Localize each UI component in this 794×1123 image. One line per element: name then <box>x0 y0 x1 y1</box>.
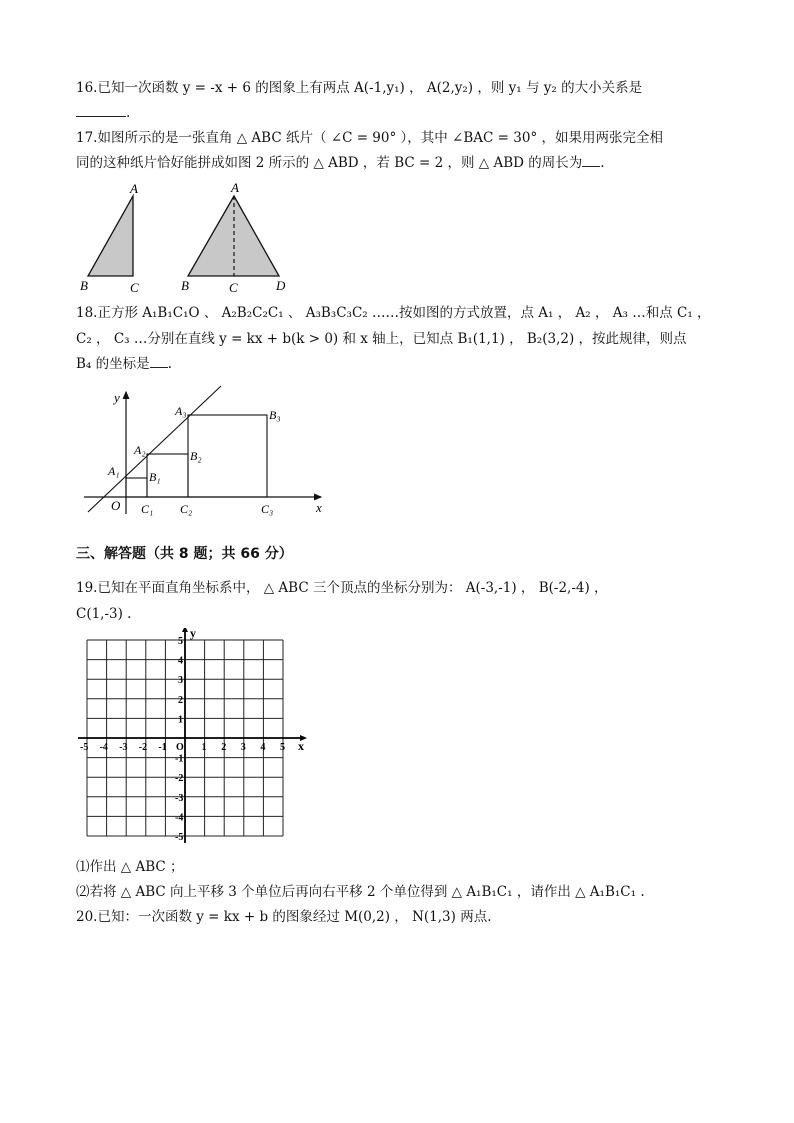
triangle-abc <box>88 196 133 276</box>
x-tick-label: 1 <box>201 742 207 753</box>
y-tick-label: 2 <box>178 694 183 706</box>
q18-line1: 18.正方形 A₁B₁C₁O 、 A₂B₂C₂C₁ 、 A₃B₃C₃C₂ ……按如图的方式放置，点 A₁ ， A₂ ， A₃ …和点 C₁ ， <box>76 305 711 321</box>
x-tick-label: 5 <box>280 742 285 753</box>
q16-period: . <box>126 105 131 121</box>
label-b3: B₃ <box>269 408 281 422</box>
q18-answer-blank[interactable] <box>150 355 168 368</box>
fig2-label-a: A <box>231 180 239 195</box>
grid-x-label: x <box>298 739 304 753</box>
x-tick-label: -5 <box>80 742 89 753</box>
q17-period: . <box>600 155 605 171</box>
section-3-title: 三、解答题（共 8 题；共 66 分） <box>76 546 293 562</box>
y-tick-label: -4 <box>175 812 184 824</box>
fig2-label-b: B <box>181 278 189 293</box>
label-x: x <box>316 500 322 515</box>
q17-line2-text: 同的这种纸片恰好能拼成如图 2 所示的 △ ABD ，若 BC = 2 ，则 △ ABD 的周长为 <box>76 155 583 171</box>
x-tick-label: -2 <box>138 742 148 753</box>
y-tick-label: 3 <box>178 675 183 687</box>
y-tick-label: 4 <box>178 655 183 667</box>
grid-origin-label: O <box>176 742 184 753</box>
q19-line1: 19.已知在平面直角坐标系中， △ ABC 三个顶点的坐标分别为： A(-3,-1) ， B(-2,-4) ， <box>76 580 608 596</box>
q19-coordinate-grid <box>78 628 313 850</box>
y-axis-arrow <box>182 628 188 632</box>
y-tick-label: 1 <box>178 714 183 726</box>
x-tick-label: -1 <box>158 742 167 753</box>
q18-line3 <box>76 354 172 374</box>
label-a1: A₁ <box>108 464 120 478</box>
x-tick-label: 4 <box>260 742 266 753</box>
fig2-label-c: C <box>229 280 238 295</box>
q17-figure-1 <box>70 180 160 295</box>
fig1-label-c: C <box>130 280 139 295</box>
q16-line2 <box>76 103 130 123</box>
q18-line2: C₂ ， C₃ …分别在直线 y = kx + b(k > 0) 和 x 轴上，已知点 B₁(1,1) ， B₂(3,2) ，按此规律，则点 <box>76 331 687 347</box>
q17-line2 <box>76 153 605 173</box>
label-c2: C₂ <box>180 502 193 516</box>
label-b1: B₁ <box>149 470 161 484</box>
fig2-label-d: D <box>276 278 286 293</box>
q17-answer-blank[interactable] <box>582 154 600 167</box>
y-tick-label: -5 <box>175 832 184 843</box>
q18-line3-text: B₄ 的坐标是 <box>76 356 150 372</box>
label-y: y <box>114 390 120 405</box>
q16-answer-blank[interactable] <box>76 104 126 117</box>
x-tick-label: -3 <box>119 742 128 753</box>
q18-figure <box>76 382 336 520</box>
y-tick-label: -2 <box>175 773 184 785</box>
label-c3: C₃ <box>261 502 274 516</box>
q17-figure-2 <box>178 180 298 295</box>
q19-line2: C(1,-3) . <box>76 606 132 622</box>
q18-period: . <box>167 356 172 372</box>
q19-part2: ⑵若将 △ ABC 向上平移 3 个单位后再向右平移 2 个单位得到 △ A₁B₁C₁ ，请作出 △ A₁B₁C₁ . <box>76 884 645 900</box>
x-tick-label: 2 <box>221 742 227 753</box>
q16-line1: 16.已知一次函数 y = -x + 6 的图象上有两点 A(-1,y₁) ， A(2,y₂) ，则 y₁ 与 y₂ 的大小关系是 <box>76 80 643 96</box>
label-c1: C₁ <box>141 502 154 516</box>
square-1 <box>126 478 147 497</box>
label-a2: A₂ <box>134 443 146 457</box>
fig1-label-a: A <box>130 181 138 196</box>
label-b2: B₂ <box>190 449 202 463</box>
q20-line1: 20.已知：一次函数 y = kx + b 的图象经过 M(0,2) ， N(1,3) 两点. <box>76 909 492 925</box>
grid-tick-labels <box>80 636 285 843</box>
label-o: O <box>111 498 121 513</box>
grid-lines <box>78 628 307 843</box>
x-tick-label: -4 <box>99 742 108 753</box>
label-a3: A₃ <box>175 404 187 418</box>
fig1-label-b: B <box>80 278 88 293</box>
q17-line1: 17.如图所示的是一张直角 △ ABC 纸片（ ∠C = 90° ），其中 ∠BAC = 30° ，如果用两张完全相 <box>76 130 663 146</box>
y-tick-label: 5 <box>178 636 183 647</box>
y-tick-label: -3 <box>175 792 184 804</box>
grid-y-label: y <box>190 628 196 640</box>
x-tick-label: 3 <box>240 742 246 753</box>
triangle-abd <box>188 196 279 276</box>
y-tick-label: -1 <box>175 753 184 765</box>
q19-part1: ⑴作出 △ ABC ； <box>76 859 184 875</box>
